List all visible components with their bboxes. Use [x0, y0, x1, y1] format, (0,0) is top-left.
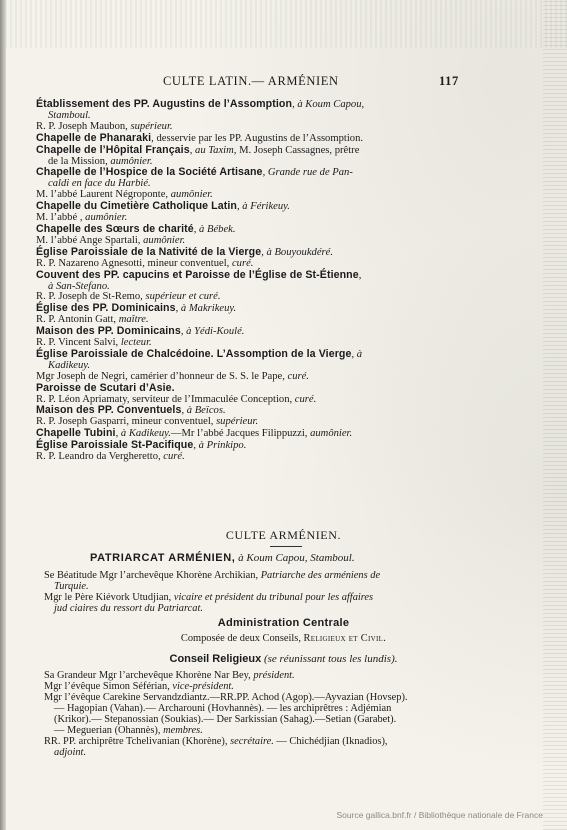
- text-line: [36, 452, 496, 463]
- entry-name: Paroisse de Scutari d’Asie.: [36, 381, 175, 394]
- entry-text: ,: [262, 167, 268, 179]
- entry-detail: vice-président.: [172, 681, 234, 692]
- entry-text: R. P. Antonin Gatt,: [36, 314, 119, 326]
- entry-text: Mgr Joseph de Negri, camérier d’honneur de S. S. le Pape,: [36, 370, 288, 382]
- entry-text: ,: [237, 201, 243, 213]
- entry-text: ,: [181, 405, 187, 417]
- entry-text: RR. PP. archiprêtre Tchelivanian (Khorène),: [44, 736, 231, 747]
- entry-text: Mgr l’évêque Simon Séférian,: [44, 681, 173, 692]
- text-line: [44, 725, 524, 736]
- entry-name: Église Paroissiale de la Nativité de la Vierge: [36, 245, 262, 258]
- text-line: [44, 692, 524, 703]
- text-line: [44, 581, 524, 592]
- entry-detail: à Prinkipo.: [198, 440, 247, 452]
- entry-name: Chapelle des Sœurs de charité: [36, 222, 194, 235]
- entry-text: R. P. Leandro da Vergheretto,: [36, 451, 164, 463]
- scan-top-band: [0, 0, 567, 48]
- entry-text: — Hagopian (Vahan).— Archarouni (Hovhannès). — les archiprêtres : Adjémian: [54, 703, 392, 714]
- entry-name: Chapelle Tubini: [36, 427, 116, 440]
- entry-text: ,: [292, 99, 298, 110]
- conseil-heading: [0, 653, 567, 665]
- text-line: [44, 681, 524, 692]
- entry-detail: Stamboul.: [48, 109, 91, 121]
- entry-detail: à Bébek.: [199, 223, 236, 235]
- latin-institutions-list: [36, 99, 496, 463]
- patriarch-list: [44, 570, 524, 614]
- entry-text: R. P. Vincent Salvi,: [36, 337, 121, 349]
- entry-name: Chapelle de l’Hôpital Français: [36, 143, 190, 156]
- administration-title: Administration Centrale: [217, 617, 350, 629]
- entry-detail: à Bouyoukdéré.: [266, 246, 333, 258]
- text-line: [36, 349, 496, 361]
- patriarcat-title: PATRIARCAT ARMÉNIEN,: [90, 552, 236, 564]
- text-line: [36, 99, 496, 111]
- entry-text: M. l’abbé ,: [36, 212, 86, 224]
- entry-text: de la Mission,: [48, 155, 111, 167]
- entry-text: Se Béatitude Mgr l’archevêque Khorène Archikian,: [44, 570, 261, 581]
- entry-detail: supérieur.: [216, 416, 259, 428]
- entry-text: ,: [358, 269, 362, 281]
- scan-right-edge: [543, 0, 567, 830]
- administration-subtitle: [0, 633, 567, 644]
- entry-detail: secrétaire.: [230, 736, 274, 747]
- text-line: [44, 570, 524, 581]
- page-number: 117: [439, 74, 459, 88]
- entry-detail: à Beïcos.: [186, 405, 226, 417]
- entry-text: R. P. Nazareno Agnesotti, mineur conventuel,: [36, 257, 232, 269]
- entry-detail: curé.: [163, 451, 185, 463]
- entry-detail: Turquie.: [54, 581, 89, 592]
- text-line: [44, 670, 524, 681]
- entry-text: ,: [193, 223, 200, 235]
- entry-text: Mgr l’évêque Carekine Servandzdiantz.—RR.PP. Achod (Agop).—Ayvazian (Hovsep).: [44, 692, 408, 703]
- entry-text: R. P. Joseph Maubon,: [36, 120, 131, 132]
- entry-detail: curé.: [231, 257, 254, 269]
- text-line: [44, 714, 524, 725]
- entry-text: —Mr l’abbé Jacques Filippuzzi,: [170, 428, 311, 440]
- entry-text: ,: [175, 303, 181, 315]
- entry-detail: président.: [253, 670, 295, 681]
- entry-detail: Patriarche des arméniens de: [260, 570, 381, 581]
- conseil-note: (se réunissant tous les lundis).: [261, 653, 398, 665]
- entry-detail: aumônier.: [170, 189, 213, 201]
- entry-text: — Meguerian (Ohannès),: [54, 725, 164, 736]
- entry-detail: à Férikeuy.: [242, 201, 290, 213]
- entry-name: Église Paroissiale de Chalcédoine. L’Assomption de la Vierge: [36, 347, 352, 360]
- entry-detail: à Makrikeuy.: [180, 303, 237, 315]
- entry-detail: au Taxim,: [195, 144, 237, 156]
- text-line: [44, 736, 524, 747]
- administration-subtitle-prefix: Composée de deux Conseils,: [180, 633, 304, 644]
- patriarcat-heading: [90, 552, 530, 564]
- conseil-title: Conseil Religieux: [169, 653, 262, 665]
- entry-name: Établissement des PP. Augustins de l’Assomption: [36, 98, 293, 110]
- entry-detail: curé.: [294, 393, 317, 405]
- entry-text: — Chichédjian (Iknadios),: [273, 736, 388, 747]
- entry-detail: à Koum Capou,: [297, 99, 365, 110]
- entry-text: M. l’abbé Ange Spartali,: [36, 234, 144, 246]
- entry-text: ,: [193, 440, 199, 452]
- section-title-armenian: CULTE ARMÉNIEN.: [225, 528, 342, 542]
- entry-detail: à: [356, 348, 363, 360]
- entry-detail: maître.: [118, 314, 149, 326]
- entry-detail: aumônier.: [310, 428, 353, 440]
- entry-text: R. P. Léon Apriamaty, serviteur de l’Immaculée Conception,: [36, 393, 295, 405]
- entry-name: Couvent des PP. capucins et Paroisse de l’Église de St-Étienne: [36, 268, 359, 281]
- entry-text: R. P. Joseph Gasparri, mineur conventuel,: [36, 416, 217, 428]
- entry-text: ,: [115, 428, 121, 440]
- text-line: [44, 703, 524, 714]
- entry-text: ,: [351, 348, 357, 360]
- entry-text: ,: [180, 326, 187, 338]
- entry-name: Maison des PP. Dominicains: [36, 325, 181, 338]
- patriarcat-place: à Koum Capou, Stamboul.: [235, 552, 355, 564]
- entry-detail: aumônier.: [110, 155, 153, 167]
- entry-detail: aumônier.: [143, 234, 186, 246]
- entry-detail: à Yédi-Koulé.: [186, 326, 245, 338]
- entry-name: Chapelle de Phanaraki: [36, 131, 152, 144]
- entry-detail: membres.: [163, 725, 203, 736]
- section-rule: [270, 546, 302, 547]
- entry-detail: Grande rue de Pan-: [267, 167, 353, 179]
- entry-detail: curé.: [287, 370, 310, 382]
- entry-detail: jud ciaires du ressort du Patriarcat.: [54, 603, 203, 614]
- entry-text: M. l’abbé Laurent Négroponte,: [36, 189, 171, 201]
- entry-detail: à Kadikeuy.: [120, 428, 171, 440]
- page-fold-shadow: [0, 0, 6, 830]
- entry-text: ,: [189, 144, 196, 156]
- administration-councils: Religieux et Civil.: [303, 633, 387, 644]
- entry-detail: supérieur.: [130, 120, 173, 132]
- entry-text: M. Joseph Cassagnes, prêtre: [236, 144, 360, 156]
- entry-detail: adjoint.: [54, 747, 87, 758]
- conseil-members-list: [44, 670, 524, 758]
- entry-text: ,: [261, 246, 267, 258]
- entry-name: Chapelle de l’Hospice de la Société Artisane: [36, 166, 263, 179]
- text-line: [44, 592, 524, 603]
- entry-name: Église Paroissiale St-Pacifique: [36, 439, 194, 452]
- entry-detail: Kadikeuy.: [48, 359, 91, 371]
- text-line: [44, 603, 524, 614]
- entry-name: Maison des PP. Conventuels: [36, 404, 182, 417]
- entry-name: Chapelle du Cimetière Catholique Latin: [36, 200, 237, 213]
- entry-name: Église des PP. Dominicains: [36, 302, 176, 315]
- entry-detail: aumônier.: [85, 212, 128, 224]
- source-footer: Source gallica.bnf.fr / Bibliothèque nationale de France: [336, 810, 543, 820]
- entry-text: Mgr le Père Kiévork Utudjian,: [44, 592, 174, 603]
- entry-detail: à San-Stefano.: [48, 280, 110, 292]
- entry-detail: supérieur et curé.: [145, 291, 221, 303]
- entry-text: R. P. Joseph de St-Remo,: [36, 291, 146, 303]
- entry-text: (Krikor).— Stepanossian (Soukias).— Der Sarkissian (Sahag).—Setian (Garabet).: [54, 714, 397, 725]
- text-line: [44, 747, 524, 758]
- running-header: [0, 74, 567, 90]
- entry-detail: caldi en face du Harbié.: [48, 178, 151, 190]
- entry-detail: vicaire et président du tribunal pour les affaires: [173, 592, 374, 603]
- entry-text: Sa Grandeur Mgr l’archevêque Khorène Nar Bey,: [44, 670, 254, 681]
- entry-detail: lecteur.: [120, 337, 152, 349]
- entry-text: , desservie par les PP. Augustins de l’Assomption.: [151, 132, 364, 144]
- running-title: CULTE LATIN.— ARMÉNIEN: [163, 74, 339, 88]
